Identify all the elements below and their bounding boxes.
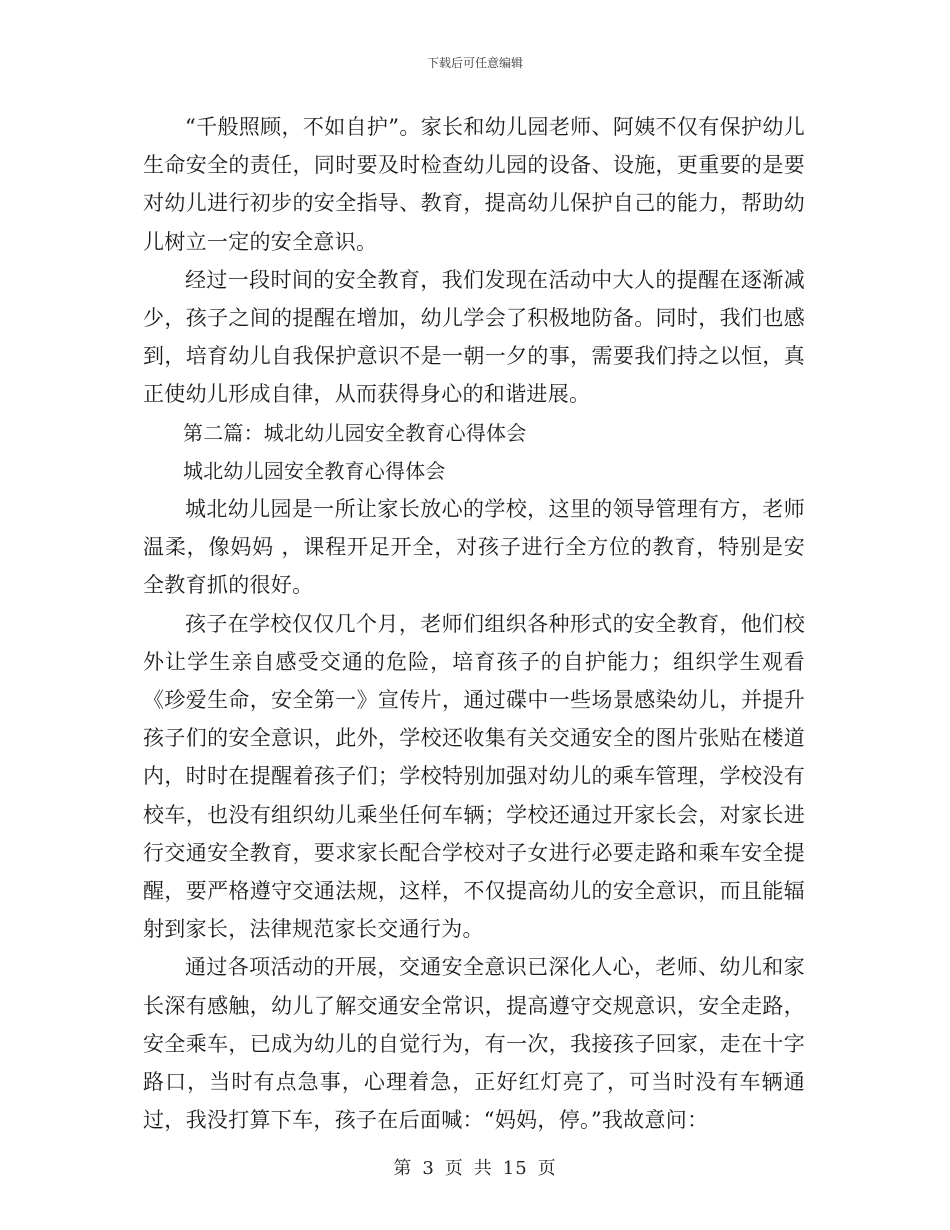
document-body	[143, 108, 805, 1139]
paragraph-1: “千般照顾，不如自护”。家长和幼儿园老师、阿姨不仅有保护幼儿生命安全的责任，同时要及时检查幼儿园的设备、设施，更重要的是要对幼儿进行初步的安全指导、教育，提高幼儿保护自己的能力，帮助幼儿树立一定的安全意识。	[143, 115, 805, 254]
section-heading: 第二篇：城北幼儿园安全教育心得体会	[183, 420, 527, 445]
header-note: 下载后可任意编辑	[426, 56, 523, 70]
footer-mid2: 共	[473, 1158, 493, 1179]
paragraph-3: 城北幼儿园是一所让家长放心的学校，这里的领导管理有方，老师温柔，像妈妈 ，课程开足开全，对孩子进行全方位的教育，特别是安全教育抓的很好。	[143, 497, 805, 598]
page-total: 15	[502, 1158, 528, 1179]
page-footer	[0, 1154, 950, 1180]
footer-mid1: 页	[444, 1158, 464, 1179]
paragraph-2: 经过一段时间的安全教育，我们发现在活动中大人的提醒在逐渐减少，孩子之间的提醒在增加，幼儿学会了积极地防备。同时，我们也感到，培育幼儿自我保护意识不是一朝一夕的事，需要我们持之以恒，真正使幼儿形成自律，从而获得身心的和谐进展。	[143, 267, 805, 407]
footer-suffix: 页	[537, 1158, 557, 1179]
article-title: 城北幼儿园安全教育心得体会	[183, 458, 446, 483]
footer-prefix: 第	[393, 1158, 413, 1179]
paragraph-5: 通过各项活动的开展，交通安全意识已深化人心，老师、幼儿和家长深有感触，幼儿了解交通安全常识，提高遵守交规意识，安全走路，安全乘车，已成为幼儿的自觉行为，有一次，我接孩子回家，走在十字路口，当时有点急事，心理着急，正好红灯亮了，可当时没有车辆通过，我没打算下车，孩子在后面喊：“妈妈，停。”我故意问：	[143, 955, 805, 1133]
paragraph-4: 孩子在学校仅仅几个月，老师们组织各种形式的安全教育，他们校外让学生亲自感受交通的危险，培育孩子的自护能力；组织学生观看《珍爱生命，安全第一》宣传片，通过碟中一些场景感染幼儿，并提升孩子们的安全意识，此外，学校还收集有关交通安全的图片张贴在楼道内，时时在提醒着孩子们；学校特别加强对幼儿的乘车管理，学校没有校车，也没有组织幼儿乘坐任何车辆；学校还通过开家长会，对家长进行交通安全教育，要求家长配合学校对子女进行必要走路和乘车安全提醒，要严格遵守交通法规，这样，不仅提高幼儿的安全意识，而且能辐射到家长，法律规范家长交通行为。	[143, 611, 805, 942]
page-current: 3	[422, 1158, 435, 1179]
